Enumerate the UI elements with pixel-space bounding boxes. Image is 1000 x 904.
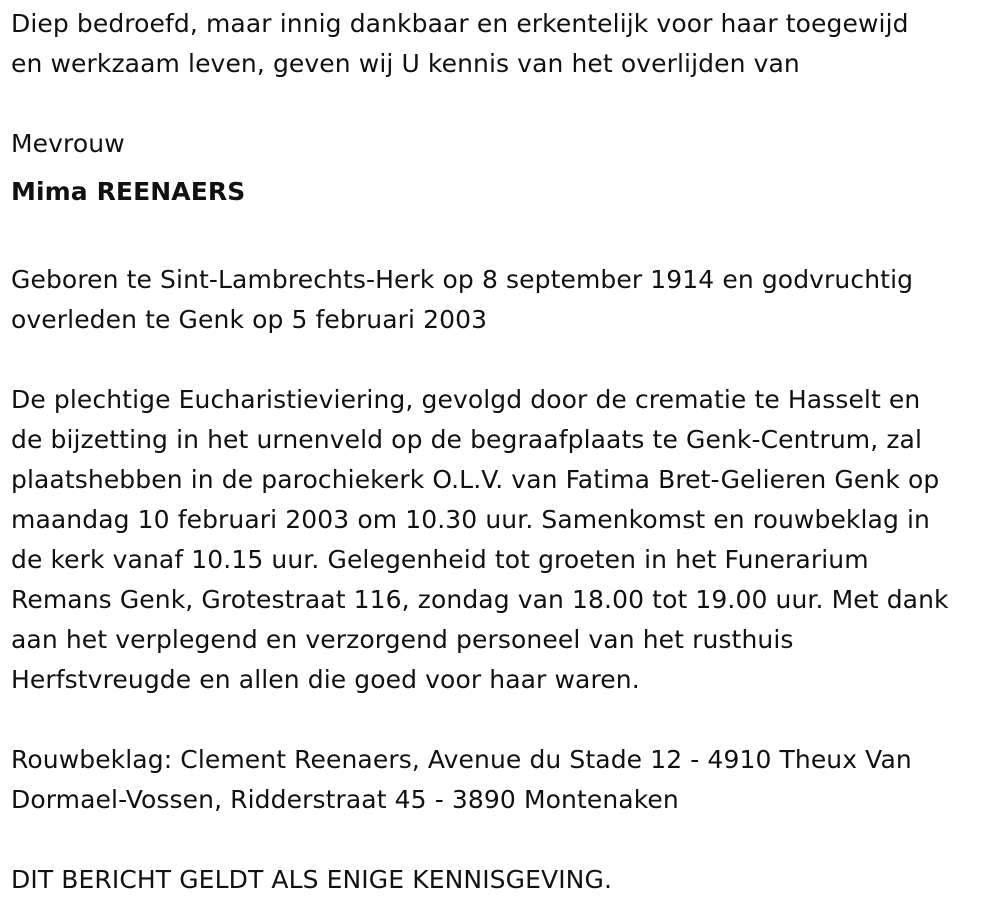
text-line: plaatshebben in de parochiekerk O.L.V. van Fatima Bret-Gelieren Genk op: [11, 465, 940, 494]
ceremony-paragraph: [11, 380, 991, 700]
closing-notice: DIT BERICHT GELDT ALS ENIGE KENNISGEVING.: [11, 865, 612, 894]
text-line: De plechtige Eucharistieviering, gevolgd door de crematie te Hasselt en: [11, 385, 921, 414]
text-line: Remans Genk, Grotestraat 116, zondag van 18.00 tot 19.00 uur. Met dank: [11, 585, 949, 614]
intro-paragraph: [11, 4, 991, 84]
text-line: aan het verplegend en verzorgend personeel van het rusthuis: [11, 625, 794, 654]
condolence-paragraph: [11, 740, 991, 820]
text-line: overleden te Genk op 5 februari 2003: [11, 305, 488, 334]
text-line: de bijzetting in het urnenveld op de begraafplaats te Genk-Centrum, zal: [11, 425, 923, 454]
text-line: Herfstvreugde en allen die goed voor haar waren.: [11, 665, 640, 694]
text-line: Diep bedroefd, maar innig dankbaar en erkentelijk voor haar toegewijd: [11, 9, 909, 38]
salutation: Mevrouw: [11, 129, 125, 158]
text-line: de kerk vanaf 10.15 uur. Gelegenheid tot groeten in het Funerarium: [11, 545, 869, 574]
text-line: Geboren te Sint-Lambrechts-Herk op 8 september 1914 en godvruchtig: [11, 265, 914, 294]
birth-death-paragraph: [11, 260, 991, 340]
text-line: maandag 10 februari 2003 om 10.30 uur. Samenkomst en rouwbeklag in: [11, 505, 930, 534]
text-line: en werkzaam leven, geven wij U kennis van het overlijden van: [11, 49, 800, 78]
obituary-notice: [11, 4, 991, 900]
text-line: Rouwbeklag: Clement Reenaers, Avenue du Stade 12 - 4910 Theux Van: [11, 745, 912, 774]
text-line: Dormael-Vossen, Ridderstraat 45 - 3890 Montenaken: [11, 785, 679, 814]
deceased-name: Mima REENAERS: [11, 177, 246, 206]
